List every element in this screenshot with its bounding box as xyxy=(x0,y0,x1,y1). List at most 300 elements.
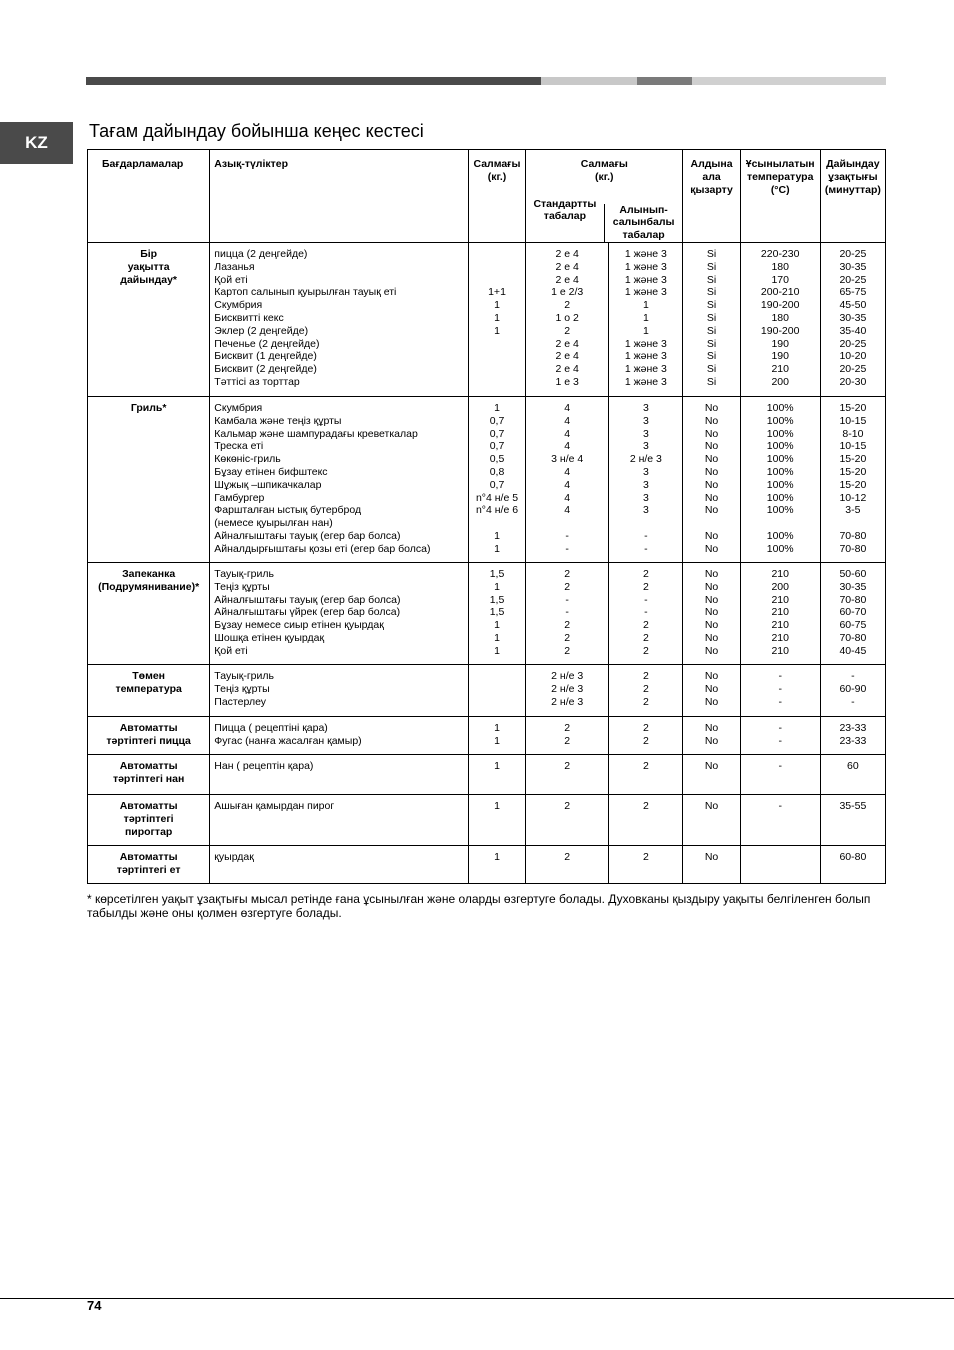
cell-line: тәртіптегі ет xyxy=(116,863,181,876)
cell-line: Печенье (2 деңгейде) xyxy=(214,337,320,350)
cell-line: (немесе қуырылған нан) xyxy=(214,517,333,530)
cell-line: No xyxy=(704,504,719,517)
cell-line: 1 xyxy=(494,299,500,312)
cell-line: 2 xyxy=(642,734,649,747)
cell-line: 100% xyxy=(766,465,794,478)
cell-line: n°4 н/е 6 xyxy=(475,504,519,517)
cell-line: 20-25 xyxy=(839,273,867,286)
cell-line: 3 xyxy=(642,401,649,414)
cell-foods xyxy=(210,242,469,396)
cell-line: No xyxy=(704,721,719,734)
bar-segment-dark xyxy=(86,77,541,85)
cell-line: - xyxy=(565,593,569,606)
cell-line: Si xyxy=(706,324,717,337)
cell-removable xyxy=(609,716,683,754)
cell-line: Эклер (2 деңгейде) xyxy=(214,324,309,337)
cell-line: Айналғыштағы тауық (егер бар болса) xyxy=(214,593,401,606)
cell-line xyxy=(469,696,525,709)
cell-foods xyxy=(210,664,469,716)
cell-line: 2 xyxy=(642,669,649,682)
cell-line: No xyxy=(704,580,719,593)
cell-line: 210 xyxy=(771,631,789,644)
cell-program xyxy=(88,562,210,664)
header-row xyxy=(88,150,886,243)
cell-line: 2 е 4 xyxy=(555,363,579,376)
cell-line: 60 xyxy=(847,759,859,772)
cell-line: - xyxy=(565,542,569,555)
cell-standard xyxy=(526,845,609,883)
cell-line: 2 xyxy=(564,299,571,312)
cell-line: 2 xyxy=(642,799,649,812)
cell-line: 35-55 xyxy=(839,799,867,812)
cell-line: 1 және 3 xyxy=(624,337,667,350)
cell-line: No xyxy=(704,427,719,440)
cell-line: - xyxy=(644,542,648,555)
cell-line: 1 xyxy=(494,631,500,644)
cell-temp xyxy=(740,242,820,396)
cell-line: Гриль* xyxy=(130,401,167,414)
cell-line: 2 xyxy=(642,682,649,695)
cell-removable xyxy=(609,396,683,562)
cell-line: 190 xyxy=(771,337,789,350)
cell-line: No xyxy=(704,695,719,708)
cell-line: 3 xyxy=(642,465,649,478)
cell-time xyxy=(820,664,885,716)
cell-line: Автоматты xyxy=(119,850,178,863)
cell-preheat xyxy=(683,664,740,716)
bar-segment-mid xyxy=(637,77,692,85)
cell-line: 210 xyxy=(771,606,789,619)
cell-line: Бисквитті кекс xyxy=(214,311,284,324)
cell-line: 65-75 xyxy=(839,286,867,299)
cell-line: 200-210 xyxy=(760,286,800,299)
cell-line xyxy=(469,683,525,696)
cell-line: 2 xyxy=(564,324,571,337)
cell-weight xyxy=(468,664,525,716)
cell-line: 60-80 xyxy=(839,850,867,863)
cell-standard xyxy=(526,562,609,664)
cell-line xyxy=(469,350,525,363)
cell-line: Фугас (нанға жасалған қамыр) xyxy=(214,734,362,747)
cell-line: 2 xyxy=(642,850,649,863)
cell-line: 100% xyxy=(766,491,794,504)
cell-line: 220-230 xyxy=(760,247,800,260)
cell-line: - xyxy=(778,759,782,772)
cell-line: 20-25 xyxy=(839,337,867,350)
table-row xyxy=(88,845,886,883)
table-row xyxy=(88,396,886,562)
cell-line: Қой еті xyxy=(214,273,248,286)
cell-line xyxy=(469,338,525,351)
cell-weight xyxy=(468,845,525,883)
cell-line: Теңіз құрты xyxy=(214,580,270,593)
cell-line: 8-10 xyxy=(842,427,864,440)
cell-line: 100% xyxy=(766,440,794,453)
cell-line: 4 xyxy=(564,401,571,414)
cell-line: No xyxy=(704,567,719,580)
cell-line: 2 е 4 xyxy=(555,350,579,363)
cell-temp xyxy=(740,562,820,664)
table-row xyxy=(88,562,886,664)
cell-line: Теңіз құрты xyxy=(214,682,270,695)
cell-temp xyxy=(740,794,820,845)
cell-line: 100% xyxy=(766,401,794,414)
cell-time xyxy=(820,845,885,883)
bar-segment-light xyxy=(541,77,637,85)
cell-line: Картоп салынып қуырылған тауық еті xyxy=(214,286,397,299)
cell-program xyxy=(88,242,210,396)
cell-line: 2 xyxy=(642,580,649,593)
cell-line: No xyxy=(704,619,719,632)
cell-line: 1 және 3 xyxy=(624,260,667,273)
cell-line: уақытта xyxy=(127,260,170,273)
cell-line: Пастерлеу xyxy=(214,695,267,708)
cell-line: пирогтар xyxy=(124,825,173,838)
cell-weight xyxy=(468,794,525,845)
cell-line: - xyxy=(565,529,569,542)
cell-line: 3 xyxy=(642,427,649,440)
cell-weight xyxy=(468,716,525,754)
cell-line: - xyxy=(778,695,782,708)
cell-line: No xyxy=(704,593,719,606)
cell-foods xyxy=(210,754,469,794)
cell-program xyxy=(88,794,210,845)
header-temp: Ұсынылатын температура (°C) xyxy=(740,150,820,243)
cell-line: - xyxy=(565,606,569,619)
cell-line: 20-30 xyxy=(839,375,867,388)
cooking-advice-table xyxy=(87,149,886,884)
cell-line: No xyxy=(704,682,719,695)
cell-removable xyxy=(609,562,683,664)
table-row xyxy=(88,794,886,845)
cell-line: Si xyxy=(706,299,717,312)
cell-line: 70-80 xyxy=(839,593,867,606)
cell-line: 10-20 xyxy=(839,350,867,363)
cell-line: Айналғыштағы үйрек (егер бар болса) xyxy=(214,606,401,619)
cell-line: Тәттісі аз торттар xyxy=(214,375,300,388)
cell-line: 4 xyxy=(564,465,571,478)
cell-line: Автоматты xyxy=(119,759,178,772)
cell-time xyxy=(820,794,885,845)
cell-line: - xyxy=(644,593,648,606)
header-foods: Азық-түліктер xyxy=(210,150,469,243)
cell-line: 2 xyxy=(642,695,649,708)
cell-removable xyxy=(609,664,683,716)
cell-line: 190 xyxy=(771,350,789,363)
cell-line: 2 xyxy=(564,619,571,632)
cell-line: No xyxy=(704,644,719,657)
cell-line xyxy=(741,851,820,864)
cell-line: 1 xyxy=(494,759,500,772)
cell-line: 3 xyxy=(642,491,649,504)
cell-line: 100% xyxy=(766,504,794,517)
cell-time xyxy=(820,242,885,396)
cell-line: Треска еті xyxy=(214,440,264,453)
cell-line: дайындау* xyxy=(120,273,177,286)
cell-line: No xyxy=(704,734,719,747)
cell-line: Si xyxy=(706,337,717,350)
cell-line: 1,5 xyxy=(489,606,505,619)
cell-line: 2 xyxy=(564,631,571,644)
header-levels: Салмағы (кг.) Стандартты табалар Алынып- салынбалы табалар xyxy=(526,150,683,243)
header-removable: Алынып- салынбалы табалар xyxy=(604,204,683,242)
cell-line: No xyxy=(704,606,719,619)
cell-line: Тауық-гриль xyxy=(214,669,274,682)
footer-divider xyxy=(0,1298,954,1299)
cell-line: 23-33 xyxy=(839,721,867,734)
cell-line: 0,7 xyxy=(489,478,505,491)
cell-line: 0,7 xyxy=(489,440,505,453)
cell-line: - xyxy=(778,669,782,682)
cell-line: 3 xyxy=(642,504,649,517)
cell-line: 1 xyxy=(494,324,500,337)
cell-line: 2 xyxy=(564,580,571,593)
cell-weight xyxy=(468,242,525,396)
cell-program xyxy=(88,754,210,794)
cell-line: 100% xyxy=(766,427,794,440)
cell-line: 210 xyxy=(771,363,789,376)
cell-line: Si xyxy=(706,311,717,324)
cell-line: n°4 н/е 5 xyxy=(475,491,519,504)
cell-line: 210 xyxy=(771,619,789,632)
cell-standard xyxy=(526,664,609,716)
cell-standard xyxy=(526,396,609,562)
cell-line: 35-40 xyxy=(839,324,867,337)
cell-line: 1 xyxy=(494,799,500,812)
cell-line: Ашыған қамырдан пирог xyxy=(214,799,335,812)
cell-line: 2 н/е 3 xyxy=(551,682,584,695)
cell-line xyxy=(609,517,682,530)
cell-line: 1 және 3 xyxy=(624,286,667,299)
cell-line: 100% xyxy=(766,453,794,466)
cell-line: - xyxy=(644,606,648,619)
cell-line xyxy=(469,670,525,683)
cell-program xyxy=(88,664,210,716)
cell-line: 1 xyxy=(494,529,500,542)
cell-weight xyxy=(468,562,525,664)
cell-standard xyxy=(526,794,609,845)
cell-line: 30-35 xyxy=(839,311,867,324)
cell-line: Si xyxy=(706,375,717,388)
cell-temp xyxy=(740,754,820,794)
cell-time xyxy=(820,396,885,562)
cell-line xyxy=(821,517,885,530)
cell-line: 1 е 3 xyxy=(555,375,579,388)
cell-line: 15-20 xyxy=(839,465,867,478)
cell-line: - xyxy=(851,695,855,708)
cell-line: No xyxy=(704,799,719,812)
cell-line: 2 xyxy=(564,567,571,580)
cell-line: 1 және 3 xyxy=(624,247,667,260)
cell-line: 1 xyxy=(494,850,500,863)
cell-line: Si xyxy=(706,247,717,260)
cell-preheat xyxy=(683,396,740,562)
cell-line xyxy=(469,376,525,389)
cell-line: 1 және 3 xyxy=(624,350,667,363)
cell-line: Бисквит (1 деңгейде) xyxy=(214,350,317,363)
cell-line xyxy=(469,274,525,287)
cell-line: 4 xyxy=(564,478,571,491)
cell-preheat xyxy=(683,845,740,883)
cell-preheat xyxy=(683,794,740,845)
cell-line: Запеканка xyxy=(122,567,176,580)
cell-line: Si xyxy=(706,286,717,299)
cell-line: тәртіптегі нан xyxy=(112,772,185,785)
cell-line: 70-80 xyxy=(839,631,867,644)
cell-line: 10-15 xyxy=(839,440,867,453)
cell-line: Si xyxy=(706,363,717,376)
cell-time xyxy=(820,562,885,664)
cell-line: 60-70 xyxy=(839,606,867,619)
cell-line: 15-20 xyxy=(839,401,867,414)
cell-line: 100% xyxy=(766,529,794,542)
cell-line: 2 xyxy=(642,631,649,644)
cell-weight xyxy=(468,754,525,794)
cell-preheat xyxy=(683,754,740,794)
cell-line xyxy=(741,517,820,530)
cell-preheat xyxy=(683,242,740,396)
cell-line: 1 xyxy=(494,580,500,593)
cell-removable xyxy=(609,794,683,845)
cell-line: No xyxy=(704,542,719,555)
cell-line: пицца (2 деңгейде) xyxy=(214,247,308,260)
cell-line: No xyxy=(704,401,719,414)
cell-line: 2 xyxy=(642,567,649,580)
cell-line xyxy=(683,517,739,530)
cell-foods xyxy=(210,845,469,883)
cell-line: No xyxy=(704,453,719,466)
cell-line: 0,8 xyxy=(489,465,505,478)
cell-line: 15-20 xyxy=(839,453,867,466)
cell-line: (Подрумянивание)* xyxy=(98,580,200,593)
cell-line: температура xyxy=(115,682,182,695)
table-row xyxy=(88,664,886,716)
cell-removable xyxy=(609,845,683,883)
cell-line xyxy=(469,517,525,530)
cell-line: No xyxy=(704,759,719,772)
cell-line: 2 е 4 xyxy=(555,273,579,286)
cell-line: 1 xyxy=(494,542,500,555)
cell-line: 2 xyxy=(642,721,649,734)
cell-line: 1+1 xyxy=(488,286,506,299)
cell-line: 1 xyxy=(494,721,500,734)
cell-line: 2 xyxy=(642,759,649,772)
cell-standard xyxy=(526,716,609,754)
cell-line: тәртіптегі пицца xyxy=(106,734,191,747)
cell-line: Нан ( рецептін қара) xyxy=(214,759,314,772)
page-title: Тағам дайындау бойынша кеңес кестесі xyxy=(89,121,424,141)
cell-program xyxy=(88,396,210,562)
cell-temp xyxy=(740,845,820,883)
cell-line: 2 xyxy=(564,734,571,747)
cell-line: 4 xyxy=(564,427,571,440)
cell-line: No xyxy=(704,440,719,453)
cell-line: 190-200 xyxy=(760,299,800,312)
cell-line: Скумбрия xyxy=(214,299,263,312)
cell-line: 1,5 xyxy=(489,593,505,606)
cell-temp xyxy=(740,396,820,562)
cell-line: 170 xyxy=(771,273,789,286)
cell-line: 1 және 3 xyxy=(624,363,667,376)
cell-line: - xyxy=(778,799,782,812)
cell-line: 1 е 2/3 xyxy=(551,286,584,299)
header-levels-sub xyxy=(526,198,682,242)
cell-line: 60-75 xyxy=(839,619,867,632)
cell-line: 210 xyxy=(771,567,789,580)
cell-line: 1,5 xyxy=(489,567,505,580)
cell-line: Бисквит (2 деңгейде) xyxy=(214,363,317,376)
cell-line: Бір xyxy=(140,247,158,260)
header-programs: Бағдарламалар xyxy=(88,150,210,243)
cell-line: 70-80 xyxy=(839,542,867,555)
cell-line: 0,7 xyxy=(489,414,505,427)
cell-line: Айналғыштағы тауық (егер бар болса) xyxy=(214,529,401,542)
cell-line: Тауық-гриль xyxy=(214,567,274,580)
cell-line: 10-15 xyxy=(839,414,867,427)
cell-temp xyxy=(740,664,820,716)
cell-line: 2 xyxy=(564,799,571,812)
cell-line: 210 xyxy=(771,593,789,606)
cell-line xyxy=(526,517,608,530)
cell-line: 1 о 2 xyxy=(555,311,579,324)
cell-line: - xyxy=(778,734,782,747)
cell-line xyxy=(469,261,525,274)
cell-time xyxy=(820,754,885,794)
cell-line: 100% xyxy=(766,478,794,491)
cell-line: - xyxy=(644,529,648,542)
table-row xyxy=(88,242,886,396)
cell-preheat xyxy=(683,562,740,664)
page-number: 74 xyxy=(87,1298,102,1313)
cell-line: тәртіптегі xyxy=(123,812,174,825)
cell-line: Шошқа етінен қуырдақ xyxy=(214,631,325,644)
cell-line: No xyxy=(704,850,719,863)
cell-preheat xyxy=(683,716,740,754)
cell-line: 2 xyxy=(564,850,571,863)
cell-line: 1 xyxy=(642,324,649,337)
cell-line: 210 xyxy=(771,644,789,657)
cell-line: Лазанья xyxy=(214,260,255,273)
cell-line: - xyxy=(778,721,782,734)
cell-line: 1 және 3 xyxy=(624,375,667,388)
cell-line: No xyxy=(704,491,719,504)
cell-line: 20-25 xyxy=(839,363,867,376)
cell-line: Пицца ( рецептіні қара) xyxy=(214,721,328,734)
cell-line: Көкөніс-гриль xyxy=(214,453,281,466)
cell-foods xyxy=(210,716,469,754)
cell-line: No xyxy=(704,631,719,644)
cell-line: Скумбрия xyxy=(214,401,263,414)
cell-line: 2 е 4 xyxy=(555,247,579,260)
cell-line: 2 е 4 xyxy=(555,337,579,350)
cell-line: 100% xyxy=(766,414,794,427)
cell-standard xyxy=(526,754,609,794)
cell-line: 30-35 xyxy=(839,580,867,593)
cell-line: Фаршталған ыстық бутерброд xyxy=(214,504,362,517)
cell-line: 0,7 xyxy=(489,427,505,440)
cell-line: 3 xyxy=(642,478,649,491)
cell-line: 1 xyxy=(494,311,500,324)
cell-line: 2 xyxy=(642,644,649,657)
cell-line: Шұжық –шпикачкалар xyxy=(214,478,322,491)
cell-line: Бұзау немесе сиыр етінен қуырдақ xyxy=(214,619,384,632)
cell-program xyxy=(88,845,210,883)
cell-line: 1 xyxy=(494,401,500,414)
cell-line: 15-20 xyxy=(839,478,867,491)
cell-line: 45-50 xyxy=(839,299,867,312)
cell-line: 180 xyxy=(771,311,789,324)
cell-line: Si xyxy=(706,260,717,273)
